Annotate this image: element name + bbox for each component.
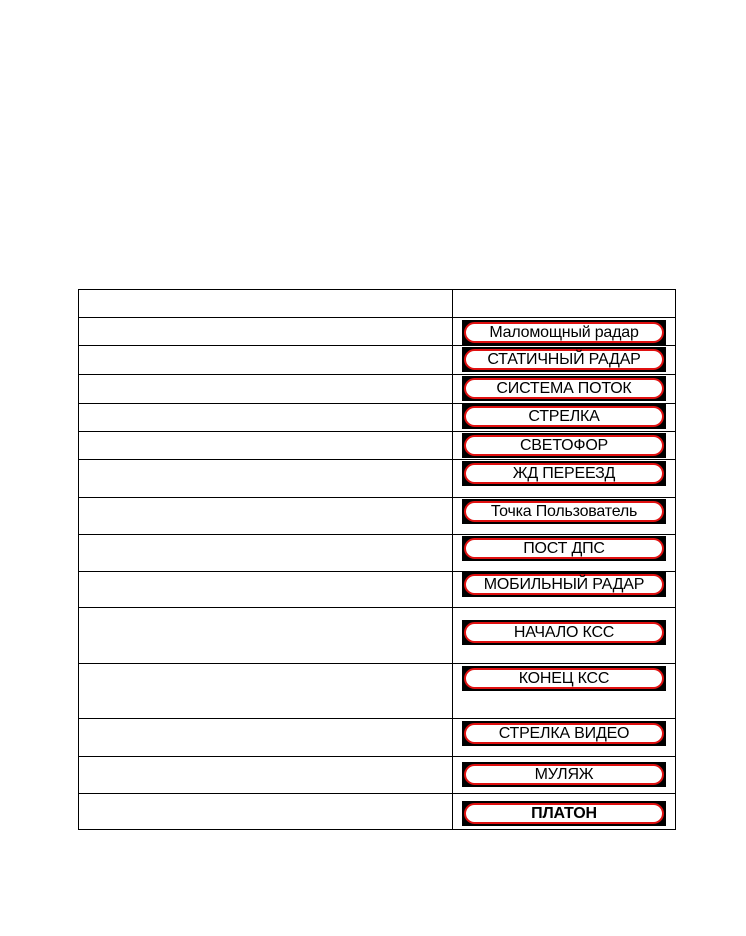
row-badge-cell [453,535,676,572]
row-description-cell [79,719,453,757]
row-description-cell [79,346,453,375]
alert-badge [462,347,666,372]
alert-types-table [78,289,676,830]
row-description-cell [79,460,453,498]
alert-badge-label: ЖД ПЕРЕЕЗД [464,463,664,484]
row-description-cell [79,535,453,572]
row-badge-cell [453,719,676,757]
row-badge-cell [453,608,676,664]
alert-badge-label: СИСТЕМА ПОТОК [464,378,664,399]
alert-badge [462,499,666,524]
row-badge-cell [453,498,676,535]
alert-badge [462,404,666,429]
alert-badge [462,320,666,345]
alert-badge-label: СТРЕЛКА [464,406,664,427]
table-row [79,608,676,664]
alert-badge-label: МОБИЛЬНЫЙ РАДАР [464,574,664,595]
alert-badge [462,721,666,746]
alert-badge-label: ПЛАТОН [464,803,664,824]
row-badge-cell [453,432,676,460]
row-badge-cell [453,664,676,719]
alert-badge-label: КОНЕЦ КСС [464,668,664,689]
row-badge-cell [453,346,676,375]
table-row [79,460,676,498]
header-cell-description [79,290,453,318]
alert-badge-label: МУЛЯЖ [464,764,664,785]
alert-badge [462,376,666,401]
table-row [79,498,676,535]
table-header-row [79,290,676,318]
alert-badge [462,620,666,645]
table-row [79,375,676,404]
row-badge-cell [453,404,676,432]
row-description-cell [79,318,453,346]
alert-badge-label: СТАТИЧНЫЙ РАДАР [464,349,664,370]
alert-badge [462,666,666,691]
alert-badge-label: Маломощный радар [464,322,664,343]
alert-badge-label: СТРЕЛКА ВИДЕО [464,723,664,744]
table-row [79,719,676,757]
row-description-cell [79,608,453,664]
row-description-cell [79,432,453,460]
alert-badge [462,801,666,826]
table-row [79,535,676,572]
row-description-cell [79,757,453,794]
table-row [79,794,676,830]
row-description-cell [79,572,453,608]
row-badge-cell [453,460,676,498]
table-row [79,432,676,460]
table-row [79,757,676,794]
alert-badge [462,762,666,787]
row-description-cell [79,664,453,719]
row-badge-cell [453,757,676,794]
row-description-cell [79,375,453,404]
row-description-cell [79,498,453,535]
table-row [79,346,676,375]
row-description-cell [79,404,453,432]
row-badge-cell [453,318,676,346]
header-cell-badge [453,290,676,318]
alert-badge [462,461,666,486]
alert-badge [462,536,666,561]
table-row [79,404,676,432]
row-badge-cell [453,794,676,830]
row-description-cell [79,794,453,830]
table-row [79,664,676,719]
alert-badge-label: СВЕТОФОР [464,435,664,456]
alert-badge-label: ПОСТ ДПС [464,538,664,559]
table-row [79,572,676,608]
row-badge-cell [453,375,676,404]
row-badge-cell [453,572,676,608]
table-row [79,318,676,346]
alert-badge-label: Точка Пользователь [464,501,664,522]
alert-badge [462,572,666,597]
table-body [79,290,676,830]
alert-badge-label: НАЧАЛО КСС [464,622,664,643]
alert-badge [462,433,666,458]
